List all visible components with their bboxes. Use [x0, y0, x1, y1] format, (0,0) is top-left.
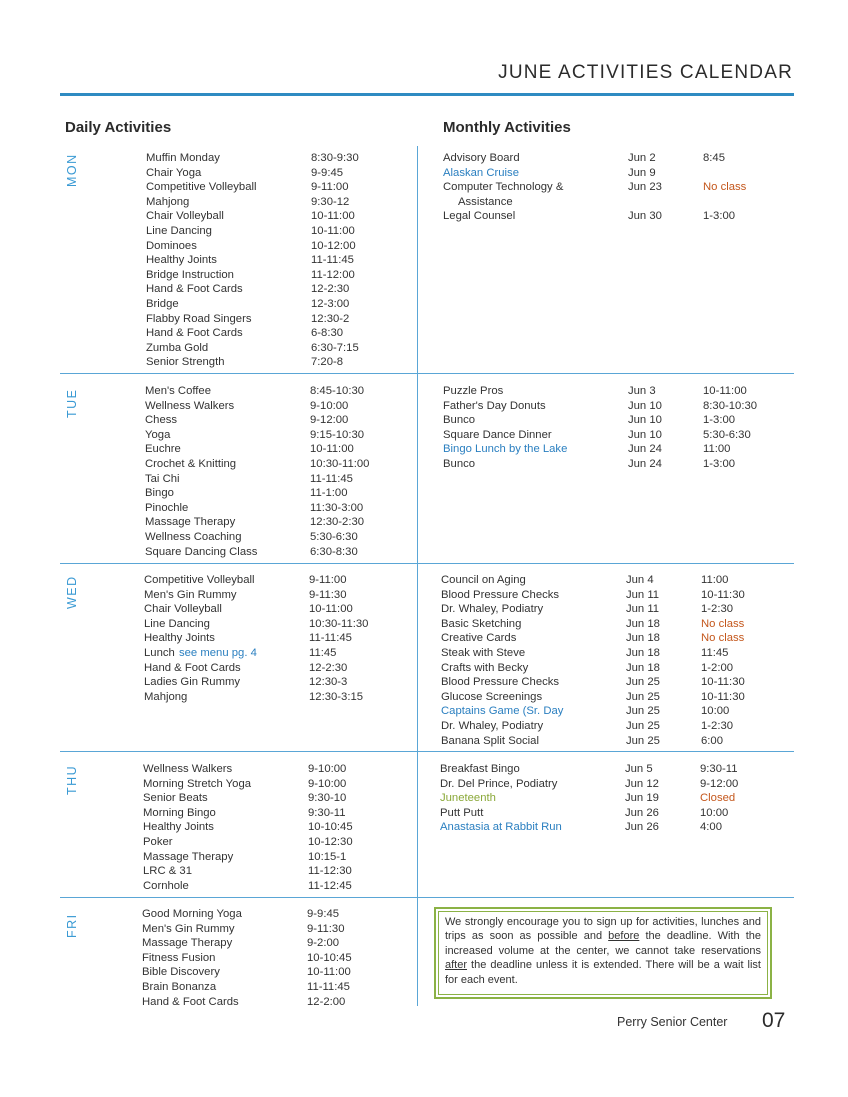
- notice-emphasis-after: after: [445, 959, 468, 972]
- event-time: 9:30-11: [700, 763, 738, 775]
- event-name: Anastasia at Rabbit Run: [440, 821, 562, 834]
- event-name: Computer Technology &: [443, 181, 564, 194]
- activity-name: Men's Coffee: [145, 385, 211, 397]
- activity-name: Bible Discovery: [142, 966, 220, 979]
- activity-time: 12:30-2:30: [310, 516, 365, 529]
- activity-time: 9:30-10: [308, 792, 347, 805]
- event-date: Jun 3: [628, 385, 656, 397]
- activity-name: Cornhole: [143, 879, 189, 892]
- activity-name: Square Dancing Class: [145, 545, 258, 558]
- day-divider: [60, 373, 794, 374]
- activity-time: 12:30-3: [309, 676, 348, 689]
- event-name: Blood Pressure Checks: [441, 676, 560, 689]
- activity-name: Euchre: [145, 443, 181, 456]
- activity-name: Chair Volleyball: [146, 210, 224, 223]
- activity-time: 11-11:45: [309, 632, 352, 645]
- activity-name: Men's Gin Rummy: [144, 588, 237, 601]
- event-name: Steak with Steve: [441, 646, 526, 659]
- activity-time: 12:30-3:15: [309, 690, 364, 703]
- event-time: No class: [701, 617, 745, 630]
- activity-name: Chair Volleyball: [144, 603, 222, 616]
- activity-name: Dominoes: [146, 239, 197, 252]
- day-label-thu: THU: [65, 764, 79, 796]
- event-date: Jun 10: [628, 428, 662, 441]
- event-name: Square Dance Dinner: [443, 428, 552, 441]
- activity-time: 9-10:00: [310, 399, 349, 412]
- activity-name: Bingo: [145, 487, 174, 500]
- day-divider: [60, 897, 794, 898]
- event-date: Jun 18: [626, 661, 660, 674]
- event-date: Jun 9: [628, 166, 656, 179]
- event-name: Glucose Screenings: [441, 690, 543, 703]
- activity-name: Morning Bingo: [143, 806, 216, 819]
- activity-time: 9-12:00: [310, 414, 349, 427]
- event-name: Legal Counsel: [443, 210, 516, 223]
- event-time: Closed: [700, 792, 736, 805]
- event-time: No class: [701, 632, 745, 645]
- event-time: 5:30-6:30: [703, 428, 751, 441]
- activity-time: 10-11:00: [310, 443, 354, 456]
- event-time: 10:00: [701, 705, 730, 718]
- event-name: Basic Sketching: [441, 617, 522, 630]
- page-title: JUNE ACTIVITIES CALENDAR: [498, 62, 793, 83]
- activity-name: Competitive Volleyball: [144, 574, 255, 586]
- column-divider: [417, 146, 418, 1006]
- event-time: 10-11:00: [703, 385, 747, 397]
- menu-link[interactable]: see menu pg. 4: [179, 646, 257, 659]
- activity-name: Wellness Walkers: [143, 763, 233, 775]
- activity-time: 10-11:00: [311, 224, 355, 237]
- activity-name: Fitness Fusion: [142, 951, 216, 964]
- event-name: Advisory Board: [443, 152, 520, 164]
- activity-name: Wellness Coaching: [145, 530, 242, 543]
- activity-time: 6-8:30: [311, 327, 344, 340]
- activity-name: Chair Yoga: [146, 166, 202, 179]
- event-name: Crafts with Becky: [441, 661, 529, 674]
- activity-time: 11:30-3:00: [310, 501, 364, 514]
- activity-name: Healthy Joints: [146, 254, 217, 267]
- activity-time: 9:30-11: [308, 806, 346, 819]
- activity-name: Hand & Foot Cards: [146, 283, 243, 296]
- daily-activities-heading: Daily Activities: [65, 119, 172, 136]
- event-date: Jun 5: [625, 763, 653, 775]
- activity-time: 10-11:00: [307, 966, 351, 979]
- title-rule: [60, 93, 794, 96]
- event-date: Jun 10: [628, 414, 662, 427]
- event-name: Bunco: [443, 414, 476, 427]
- activity-time: 9:15-10:30: [310, 428, 365, 441]
- notice-emphasis-before: before: [608, 930, 640, 943]
- event-date: Jun 19: [625, 792, 659, 805]
- activity-name: Morning Stretch Yoga: [143, 777, 252, 790]
- activity-name: Bridge: [146, 297, 179, 310]
- activity-name: Yoga: [145, 428, 171, 441]
- event-name: Council on Aging: [441, 574, 526, 586]
- activity-name: Healthy Joints: [143, 821, 214, 834]
- activity-name: Hand & Foot Cards: [142, 995, 239, 1008]
- event-name: Alaskan Cruise: [443, 166, 519, 179]
- page-number: 07: [762, 1009, 786, 1032]
- activity-name: Hand & Foot Cards: [144, 661, 241, 674]
- activity-name: Lunch: [144, 646, 175, 659]
- signup-notice-box: [434, 907, 772, 999]
- event-name: Bingo Lunch by the Lake: [443, 443, 568, 456]
- activity-time: 10-12:30: [308, 835, 353, 848]
- event-date: Jun 11: [626, 588, 660, 601]
- activity-name: LRC & 31: [143, 865, 192, 878]
- event-date: Jun 30: [628, 210, 662, 223]
- activity-name: Massage Therapy: [145, 516, 236, 529]
- activity-time: 9:30-12: [311, 195, 350, 208]
- event-name: Blood Pressure Checks: [441, 588, 560, 601]
- event-name: Creative Cards: [441, 632, 517, 645]
- event-name: Captains Game (Sr. Day: [441, 705, 564, 718]
- activity-time: 6:30-7:15: [311, 341, 359, 354]
- event-date: Jun 24: [628, 443, 662, 456]
- activity-time: 11:45: [309, 646, 337, 659]
- activity-time: 12-2:30: [309, 661, 348, 674]
- event-date: Jun 25: [626, 705, 660, 718]
- activity-name: Line Dancing: [146, 224, 212, 237]
- activity-time: 11-12:00: [311, 268, 355, 281]
- activity-name: Healthy Joints: [144, 632, 215, 645]
- activity-time: 9-10:00: [308, 777, 347, 790]
- activity-time: 6:30-8:30: [310, 545, 358, 558]
- event-name: Father's Day Donuts: [443, 399, 546, 412]
- event-time: 8:30-10:30: [703, 399, 758, 412]
- event-time: 1-3:00: [703, 457, 736, 470]
- day-label-wed: WED: [65, 575, 79, 609]
- event-time: No class: [703, 181, 747, 194]
- event-date: Jun 26: [625, 821, 659, 834]
- activity-name: Massage Therapy: [142, 937, 233, 950]
- activity-time: 5:30-6:30: [310, 530, 358, 543]
- activity-name: Pinochle: [145, 501, 189, 514]
- activity-time: 10:30-11:30: [309, 617, 369, 630]
- event-time: 10-11:30: [701, 690, 745, 703]
- event-date: Jun 24: [628, 457, 662, 470]
- event-time: 4:00: [700, 821, 722, 834]
- activity-time: 9-11:30: [307, 922, 345, 935]
- event-time: 6:00: [701, 734, 723, 747]
- activity-time: 12-3:00: [311, 297, 350, 310]
- activity-time: 9-11:00: [311, 181, 349, 194]
- event-name: Bunco: [443, 457, 476, 470]
- event-name: Putt Putt: [440, 806, 484, 819]
- activity-time: 9-11:30: [309, 588, 347, 601]
- day-divider: [60, 563, 794, 564]
- event-date: Jun 25: [626, 734, 660, 747]
- day-label-fri: FRI: [65, 913, 79, 939]
- signup-notice-text: [438, 911, 768, 995]
- activity-name: Mahjong: [144, 690, 188, 703]
- event-time: 10-11:30: [701, 676, 745, 689]
- activity-time: 10:30-11:00: [310, 457, 370, 470]
- activity-time: 10:15-1: [308, 850, 347, 863]
- event-date: Jun 11: [626, 603, 660, 616]
- event-date: Jun 25: [626, 676, 660, 689]
- activity-name: Senior Beats: [143, 792, 208, 805]
- event-name: Assistance: [458, 195, 513, 208]
- activity-time: 11-12:30: [308, 865, 352, 878]
- footer-center-name: Perry Senior Center: [617, 1015, 728, 1029]
- activity-name: Flabby Road Singers: [146, 312, 252, 325]
- activity-name: Good Morning Yoga: [142, 908, 242, 920]
- activity-name: Brain Bonanza: [142, 980, 217, 993]
- activity-name: Poker: [143, 835, 173, 848]
- event-name: Dr. Del Prince, Podiatry: [440, 777, 558, 790]
- event-name: Banana Split Social: [441, 734, 539, 747]
- event-time: 8:45: [703, 152, 725, 164]
- event-time: 1-2:30: [701, 603, 734, 616]
- activity-name: Crochet & Knitting: [145, 457, 237, 470]
- activity-time: 11-1:00: [310, 487, 348, 500]
- activity-time: 8:45-10:30: [310, 385, 365, 397]
- event-time: 1-2:00: [701, 661, 734, 674]
- activity-name: Bridge Instruction: [146, 268, 234, 281]
- event-date: Jun 26: [625, 806, 659, 819]
- activity-time: 10-10:45: [308, 821, 353, 834]
- activity-time: 9-2:00: [307, 937, 340, 950]
- event-name: Dr. Whaley, Podiatry: [441, 603, 544, 616]
- activity-name: Line Dancing: [144, 617, 210, 630]
- activity-time: 11-11:45: [310, 472, 353, 485]
- event-date: Jun 4: [626, 574, 654, 586]
- event-time: 11:00: [701, 574, 729, 586]
- activity-time: 10-11:00: [309, 603, 353, 616]
- event-time: 1-3:00: [703, 414, 736, 427]
- event-date: Jun 2: [628, 152, 656, 164]
- activity-name: Men's Gin Rummy: [142, 922, 235, 935]
- event-name: Breakfast Bingo: [440, 763, 520, 775]
- activity-name: Ladies Gin Rummy: [144, 676, 241, 689]
- event-time: 11:45: [701, 646, 729, 659]
- activity-name: Hand & Foot Cards: [146, 327, 243, 340]
- activity-time: 9-11:00: [309, 574, 347, 586]
- event-time: 11:00: [703, 443, 731, 456]
- activity-time: 8:30-9:30: [311, 152, 359, 164]
- notice-text-1: We strongly encourage you to sign up for activities, lunches and trips as soon as possible and: [445, 916, 761, 943]
- event-date: Jun 25: [626, 719, 660, 732]
- activity-time: 10-11:00: [311, 210, 355, 223]
- event-name: Dr. Whaley, Podiatry: [441, 719, 544, 732]
- event-time: 9-12:00: [700, 777, 739, 790]
- activity-time: 12:30-2: [311, 312, 350, 325]
- activity-time: 12-2:00: [307, 995, 346, 1008]
- notice-text-3: the deadline unless it is extended. There will be a wait list for each event.: [445, 959, 761, 986]
- activity-name: Competitive Volleyball: [146, 181, 257, 194]
- event-date: Jun 18: [626, 617, 660, 630]
- activity-name: Tai Chi: [145, 472, 180, 485]
- day-divider: [60, 751, 794, 752]
- activity-time: 9-9:45: [311, 166, 344, 179]
- event-date: Jun 18: [626, 646, 660, 659]
- day-label-tue: TUE: [65, 388, 79, 418]
- activity-time: 11-11:45: [311, 254, 354, 267]
- activity-time: 10-12:00: [311, 239, 356, 252]
- event-date: Jun 10: [628, 399, 662, 412]
- event-date: Jun 25: [626, 690, 660, 703]
- activity-name: Mahjong: [146, 195, 190, 208]
- activity-name: Massage Therapy: [143, 850, 234, 863]
- activity-time: 10-10:45: [307, 951, 352, 964]
- event-name: Juneteenth: [440, 792, 496, 805]
- activity-name: Senior Strength: [146, 356, 225, 369]
- activity-name: Chess: [145, 414, 178, 427]
- activity-time: 9-9:45: [307, 908, 340, 920]
- activity-name: Muffin Monday: [146, 152, 220, 164]
- event-name: Puzzle Pros: [443, 385, 504, 397]
- activity-time: 12-2:30: [311, 283, 350, 296]
- event-date: Jun 18: [626, 632, 660, 645]
- event-time: 1-2:30: [701, 719, 734, 732]
- event-time: 1-3:00: [703, 210, 736, 223]
- activity-time: 7:20-8: [311, 356, 344, 369]
- event-time: 10:00: [700, 806, 729, 819]
- activity-time: 9-10:00: [308, 763, 347, 775]
- activity-time: 11-12:45: [308, 879, 352, 892]
- event-time: 10-11:30: [701, 588, 745, 601]
- day-label-mon: MON: [65, 153, 79, 187]
- activity-name: Wellness Walkers: [145, 399, 235, 412]
- activity-name: Zumba Gold: [146, 341, 209, 354]
- event-date: Jun 23: [628, 181, 662, 194]
- activity-time: 11-11:45: [307, 980, 350, 993]
- notice-text-2: the deadline. With the increased volume at the center, we cannot take reservations: [445, 930, 761, 957]
- monthly-activities-heading: Monthly Activities: [443, 119, 571, 136]
- event-date: Jun 12: [625, 777, 659, 790]
